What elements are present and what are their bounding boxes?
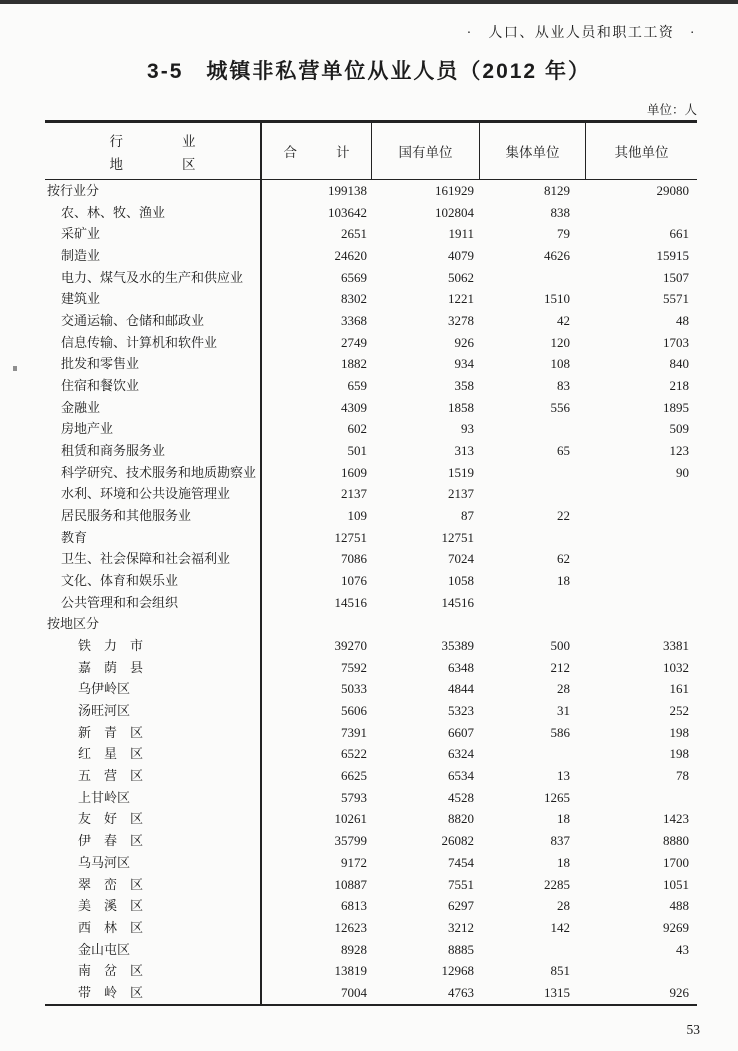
row-value: 8928 [341, 941, 367, 957]
row-value: 1076 [341, 573, 367, 589]
row-label: 铁 力 市 [45, 635, 262, 657]
row-value: 1609 [341, 464, 367, 480]
row-value: 8820 [448, 811, 474, 827]
row-value: 109 [347, 508, 367, 524]
row-value: 837 [550, 833, 570, 849]
scan-dot-artifact [13, 366, 17, 371]
header-total [262, 123, 372, 179]
row-value [586, 548, 697, 570]
row-value: 252 [669, 703, 689, 719]
table-row [45, 180, 697, 202]
table-row [45, 874, 697, 896]
row-value: 1858 [448, 399, 474, 415]
row-value: 1703 [663, 334, 689, 350]
row-value: 24620 [334, 248, 367, 264]
row-label: 五 营 区 [45, 765, 262, 787]
row-value: 1882 [341, 356, 367, 372]
row-value: 358 [454, 378, 474, 394]
header-state-owned: 国有单位 [372, 123, 480, 179]
table-row [45, 895, 697, 917]
row-value [586, 592, 697, 614]
row-value: 1423 [663, 811, 689, 827]
row-value: 65 [557, 443, 570, 459]
row-label: 新 青 区 [45, 722, 262, 744]
table-row [45, 462, 697, 484]
row-value: 29080 [656, 183, 689, 198]
row-value: 556 [550, 399, 570, 415]
row-value [480, 418, 586, 440]
row-value: 1032 [663, 659, 689, 675]
row-value: 22 [557, 508, 570, 524]
row-label: 卫生、社会保障和社会福利业 [45, 548, 262, 570]
row-value: 7454 [448, 854, 474, 870]
row-label: 制造业 [45, 245, 262, 267]
row-value: 1895 [663, 399, 689, 415]
row-value: 488 [669, 898, 689, 914]
row-value [586, 483, 697, 505]
row-value: 103642 [328, 204, 367, 220]
header-collective: 集体单位 [480, 123, 586, 179]
table-row [45, 267, 697, 289]
row-value [480, 743, 586, 765]
row-label: 友 好 区 [45, 808, 262, 830]
header-other: 其他单位 [614, 145, 669, 160]
row-label: 金山屯区 [45, 939, 262, 961]
row-label: 农、林、牧、渔业 [45, 202, 262, 224]
row-value: 926 [454, 334, 474, 350]
row-label: 居民服务和其他服务业 [45, 505, 262, 527]
row-value [480, 267, 586, 289]
row-value: 12751 [334, 529, 367, 545]
table-header [45, 123, 697, 180]
row-value: 212 [550, 659, 570, 675]
row-value: 1265 [544, 789, 570, 805]
row-label: 水利、环境和公共设施管理业 [45, 483, 262, 505]
table-row [45, 418, 697, 440]
row-value: 586 [550, 724, 570, 740]
row-value: 35799 [334, 833, 367, 849]
table-row [45, 527, 697, 549]
table-row [45, 202, 697, 224]
row-value: 3278 [448, 313, 474, 329]
row-value: 7024 [448, 551, 474, 567]
row-label: 按地区分 [45, 613, 262, 635]
row-value: 48 [676, 313, 689, 329]
row-value: 161 [669, 681, 689, 697]
row-value: 659 [347, 378, 367, 394]
row-value [262, 613, 372, 635]
row-label: 科学研究、技术服务和地质勘察业 [45, 462, 262, 484]
row-value: 79 [557, 226, 570, 242]
page-title: 3-5 城镇非私营单位从业人员（2012 年） [147, 60, 591, 83]
row-value [480, 592, 586, 614]
table-row [45, 353, 697, 375]
row-value: 7551 [448, 876, 474, 892]
table-row [45, 592, 697, 614]
row-value: 7592 [341, 659, 367, 675]
row-value: 83 [557, 378, 570, 394]
header-region-char-1: 地 [109, 156, 123, 172]
row-value: 35389 [441, 638, 474, 654]
row-label: 西 林 区 [45, 917, 262, 939]
row-value: 8880 [663, 833, 689, 849]
row-value: 5033 [341, 681, 367, 697]
header-total-char-2: 计 [336, 145, 350, 160]
row-value: 7391 [341, 724, 367, 740]
employment-table [45, 120, 697, 1006]
row-label: 上甘岭区 [45, 787, 262, 809]
row-value: 102804 [435, 204, 474, 220]
row-value: 509 [669, 421, 689, 437]
table-row [45, 982, 697, 1004]
row-value: 661 [669, 226, 689, 242]
row-label: 红 星 区 [45, 743, 262, 765]
table-row [45, 960, 697, 982]
row-value: 2285 [544, 876, 570, 892]
row-value [586, 613, 697, 635]
table-row [45, 375, 697, 397]
row-label: 金融业 [45, 397, 262, 419]
table-row [45, 743, 697, 765]
table-row [45, 939, 697, 961]
row-label: 住宿和餐饮业 [45, 375, 262, 397]
row-value: 926 [669, 984, 689, 1000]
table-row [45, 397, 697, 419]
table-row [45, 310, 697, 332]
row-value: 4079 [448, 248, 474, 264]
table-row [45, 570, 697, 592]
row-value: 1700 [663, 854, 689, 870]
row-value: 5062 [448, 269, 474, 285]
row-value: 90 [676, 464, 689, 480]
table-row [45, 787, 697, 809]
page-number: 53 [686, 1022, 700, 1037]
row-label: 公共管理和和会组织 [45, 592, 262, 614]
row-value: 501 [347, 443, 367, 459]
row-value: 6534 [448, 768, 474, 784]
row-label: 汤旺河区 [45, 700, 262, 722]
row-value: 5606 [341, 703, 367, 719]
row-value: 10887 [334, 876, 367, 892]
row-value: 28 [557, 681, 570, 697]
row-value: 218 [669, 378, 689, 394]
row-label: 房地产业 [45, 418, 262, 440]
row-value: 9172 [341, 854, 367, 870]
row-value: 18 [557, 573, 570, 589]
table-row [45, 332, 697, 354]
row-value [480, 613, 586, 635]
row-value: 93 [461, 421, 474, 437]
header-industry-char-2: 业 [182, 133, 196, 149]
row-label: 伊 春 区 [45, 830, 262, 852]
row-value: 12968 [441, 963, 474, 979]
row-value: 198 [669, 724, 689, 740]
row-value [586, 505, 697, 527]
table-row [45, 722, 697, 744]
row-value: 39270 [334, 638, 367, 654]
table-row [45, 678, 697, 700]
row-label: 乌伊岭区 [45, 678, 262, 700]
row-value [480, 483, 586, 505]
row-value [586, 570, 697, 592]
row-label: 南 岔 区 [45, 960, 262, 982]
row-label: 教育 [45, 527, 262, 549]
row-value [586, 527, 697, 549]
table-row [45, 635, 697, 657]
row-value: 602 [347, 421, 367, 437]
row-value: 14516 [441, 594, 474, 610]
row-value: 26082 [441, 833, 474, 849]
row-value [372, 613, 480, 635]
table-row [45, 548, 697, 570]
table-row [45, 440, 697, 462]
row-value: 13819 [334, 963, 367, 979]
row-value: 198 [669, 746, 689, 762]
row-label: 带 岭 区 [45, 982, 262, 1004]
row-value: 2749 [341, 334, 367, 350]
row-value: 62 [557, 551, 570, 567]
row-value: 1315 [544, 984, 570, 1000]
row-label: 美 溪 区 [45, 895, 262, 917]
row-value: 500 [550, 638, 570, 654]
row-label: 批发和零售业 [45, 353, 262, 375]
row-value: 1058 [448, 573, 474, 589]
header-industry-char-1: 行 [109, 133, 123, 149]
row-value: 15915 [656, 248, 689, 264]
row-value: 10261 [334, 811, 367, 827]
row-value: 840 [669, 356, 689, 372]
row-value: 5793 [341, 789, 367, 805]
row-value: 3381 [663, 638, 689, 654]
row-label: 嘉 荫 县 [45, 657, 262, 679]
row-label: 采矿业 [45, 223, 262, 245]
row-value: 123 [669, 443, 689, 459]
row-value: 6348 [448, 659, 474, 675]
unit-note: 单位：人 [646, 103, 697, 117]
row-label: 翠 峦 区 [45, 874, 262, 896]
row-value: 6324 [448, 746, 474, 762]
row-label: 文化、体育和娱乐业 [45, 570, 262, 592]
row-value: 3368 [341, 313, 367, 329]
row-label: 建筑业 [45, 288, 262, 310]
row-label: 乌马河区 [45, 852, 262, 874]
row-value: 6625 [341, 768, 367, 784]
row-value: 838 [550, 204, 570, 220]
row-value: 6607 [448, 724, 474, 740]
row-value: 108 [550, 356, 570, 372]
header-industry-line [110, 130, 196, 150]
row-value: 2137 [341, 486, 367, 502]
row-value: 142 [550, 919, 570, 935]
row-value: 87 [461, 508, 474, 524]
row-value: 18 [557, 854, 570, 870]
row-value: 8302 [341, 291, 367, 307]
row-value: 199138 [328, 183, 367, 198]
row-value [480, 527, 586, 549]
row-value: 43 [676, 941, 689, 957]
row-value: 4626 [544, 248, 570, 264]
row-value: 6297 [448, 898, 474, 914]
row-value: 851 [550, 963, 570, 979]
row-value [586, 202, 697, 224]
row-value: 12751 [441, 529, 474, 545]
table-row [45, 852, 697, 874]
row-value: 2137 [448, 486, 474, 502]
row-value [480, 939, 586, 961]
row-value: 28 [557, 898, 570, 914]
row-value: 1519 [448, 464, 474, 480]
row-value: 4528 [448, 789, 474, 805]
row-value: 1911 [448, 226, 474, 242]
row-value: 4763 [448, 984, 474, 1000]
row-value [480, 462, 586, 484]
row-value: 120 [550, 334, 570, 350]
table-row [45, 808, 697, 830]
row-value: 8129 [544, 183, 570, 198]
row-value: 1507 [663, 269, 689, 285]
row-value [586, 787, 697, 809]
row-label: 电力、煤气及水的生产和供应业 [45, 267, 262, 289]
table-row [45, 288, 697, 310]
header-total-line [284, 141, 350, 161]
row-value: 2651 [341, 226, 367, 242]
row-value: 6813 [341, 898, 367, 914]
row-value: 6569 [341, 269, 367, 285]
row-value: 18 [557, 811, 570, 827]
table-row [45, 613, 697, 635]
row-value: 4309 [341, 399, 367, 415]
header-region-char-2: 区 [182, 156, 196, 172]
row-value: 3212 [448, 919, 474, 935]
table-row [45, 765, 697, 787]
header-region-line [110, 153, 196, 173]
row-label: 信息传输、计算机和软件业 [45, 332, 262, 354]
table-row [45, 505, 697, 527]
table-row [45, 483, 697, 505]
row-value: 1510 [544, 291, 570, 307]
scan-edge-artifact [0, 0, 738, 4]
table-row [45, 830, 697, 852]
row-value: 5323 [448, 703, 474, 719]
row-value: 6522 [341, 746, 367, 762]
header-total-char-1: 合 [283, 145, 297, 160]
table-row [45, 245, 697, 267]
table-row [45, 657, 697, 679]
table-row [45, 223, 697, 245]
row-value [586, 960, 697, 982]
row-value: 12623 [334, 919, 367, 935]
header-industry-region [45, 123, 262, 179]
table-body [45, 180, 697, 1004]
row-value: 1221 [448, 291, 474, 307]
row-value: 4844 [448, 681, 474, 697]
row-value: 31 [557, 703, 570, 719]
row-value: 8885 [448, 941, 474, 957]
row-value: 14516 [334, 594, 367, 610]
row-label: 租赁和商务服务业 [45, 440, 262, 462]
row-value: 7004 [341, 984, 367, 1000]
table-row [45, 700, 697, 722]
row-value: 5571 [663, 291, 689, 307]
row-label: 按行业分 [45, 180, 262, 202]
row-value: 78 [676, 768, 689, 784]
row-value: 1051 [663, 876, 689, 892]
row-value: 13 [557, 768, 570, 784]
table-row [45, 917, 697, 939]
row-value: 42 [557, 313, 570, 329]
row-value: 161929 [435, 183, 474, 198]
row-value: 9269 [663, 919, 689, 935]
row-value: 313 [454, 443, 474, 459]
row-value: 934 [454, 356, 474, 372]
row-value: 7086 [341, 551, 367, 567]
running-head: · 人口、从业人员和职工工资 · [466, 26, 696, 41]
row-label: 交通运输、仓储和邮政业 [45, 310, 262, 332]
